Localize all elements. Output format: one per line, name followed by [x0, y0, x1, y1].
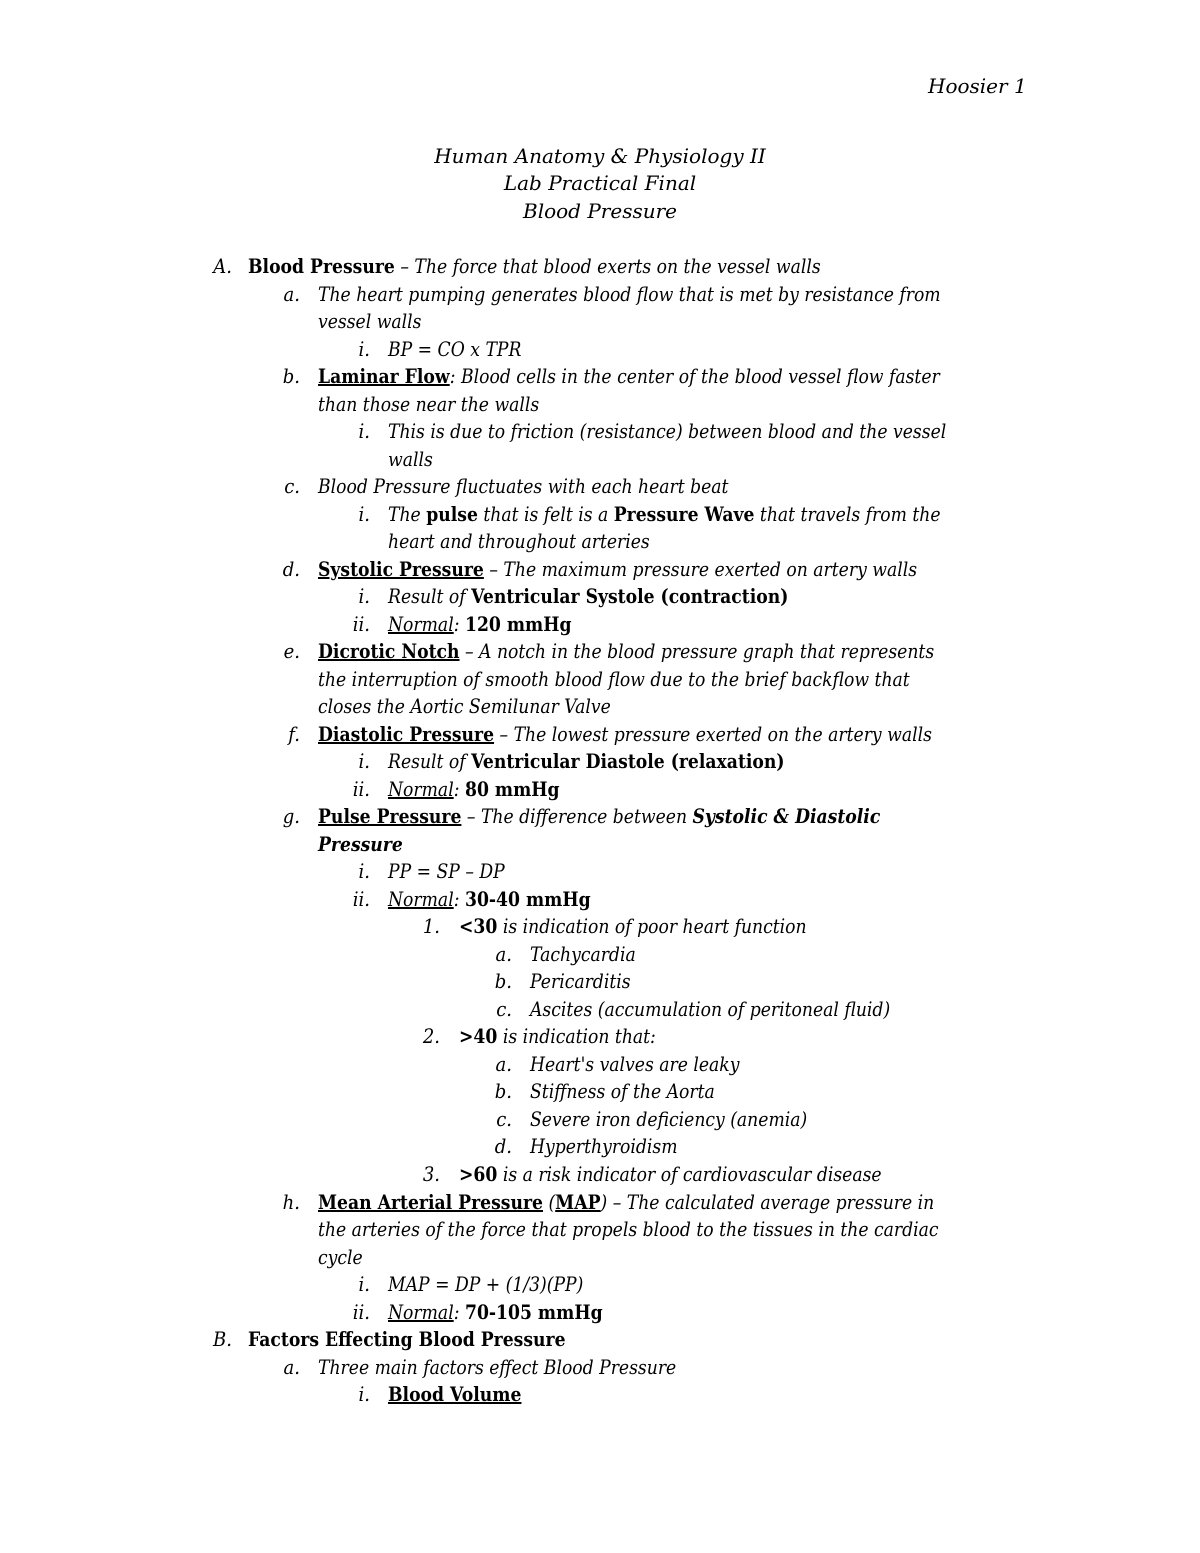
- outline-line: [248, 1329, 566, 1349]
- outline-text: Normal: [388, 1300, 454, 1324]
- outline-text: Ventricular Diastole (relaxation): [471, 749, 785, 773]
- outline-line: [530, 1136, 678, 1156]
- outline-text: Result of: [388, 584, 472, 608]
- outline-text: that is felt is a: [477, 502, 614, 526]
- outline-marker: ii.: [352, 887, 370, 911]
- outline-line: [318, 669, 910, 689]
- outline-line: [318, 1192, 934, 1212]
- outline-text: Diastolic Pressure: [318, 722, 495, 746]
- outline-line: [318, 559, 917, 579]
- outline-text: 70-105 mmHg: [464, 1300, 603, 1324]
- outline-marker: a.: [283, 1355, 300, 1379]
- outline-marker: 2.: [422, 1024, 440, 1048]
- outline-line: [388, 339, 521, 359]
- outline-text: Ascites (accumulation of peritoneal fluid): [530, 997, 891, 1021]
- outline-text: Pulse Pressure: [318, 804, 462, 828]
- outline-text: <30: [459, 914, 498, 938]
- outline-line: [530, 999, 890, 1019]
- outline-line: [530, 1081, 715, 1101]
- outline-text: cycle: [318, 1245, 363, 1269]
- outline-text: >60: [459, 1162, 498, 1186]
- outline-text: Result of: [388, 749, 472, 773]
- outline-marker: ii.: [352, 612, 370, 636]
- outline-marker: a.: [283, 282, 300, 306]
- outline-line: [318, 284, 941, 304]
- outline-text: than those near the walls: [318, 392, 540, 416]
- outline-text: pulse: [426, 502, 478, 526]
- outline-marker: f.: [288, 722, 300, 746]
- outline-marker: i.: [358, 584, 370, 608]
- outline-marker: a.: [495, 942, 512, 966]
- outline-line: [318, 696, 611, 716]
- outline-marker: d.: [494, 1134, 512, 1158]
- outline-text: Pressure: [318, 832, 403, 856]
- outline-text: – The lowest pressure exerted on the artery walls: [494, 722, 932, 746]
- outline-text: Three main factors effect Blood Pressure: [318, 1355, 677, 1379]
- title-line-3: Blood Pressure: [523, 199, 677, 223]
- outline-text: Blood Pressure fluctuates with each heart beat: [318, 474, 729, 498]
- outline-marker: i.: [358, 859, 370, 883]
- outline-line: [248, 256, 821, 276]
- outline-line: [388, 504, 941, 524]
- outline-line: [388, 751, 785, 771]
- outline-line: [318, 1219, 939, 1239]
- outline-marker: g.: [282, 804, 300, 828]
- outline-marker: 3.: [422, 1162, 440, 1186]
- outline-line: [318, 476, 728, 496]
- outline-text: – A notch in the blood pressure graph that represents: [459, 639, 935, 663]
- outline-marker: a.: [495, 1052, 512, 1076]
- outline-line: [318, 366, 940, 386]
- outline-text: is a risk indicator of cardiovascular disease: [497, 1162, 882, 1186]
- outline-marker: B.: [213, 1327, 232, 1351]
- outline-marker: i.: [358, 337, 370, 361]
- outline-text: Systolic & Diastolic: [692, 804, 881, 828]
- outline-text: – The difference between: [461, 804, 693, 828]
- outline-text: : Blood cells in the center of the blood vessel flow faster: [449, 364, 940, 388]
- outline-line: [459, 1026, 656, 1046]
- outline-line: [388, 586, 788, 606]
- outline-marker: b.: [494, 969, 512, 993]
- page-number-header: Hoosier 1: [928, 74, 1027, 98]
- outline-line: [530, 1109, 807, 1129]
- outline-line: [388, 889, 591, 909]
- outline-text: Blood Pressure: [248, 254, 395, 278]
- outline-marker: c.: [496, 1107, 512, 1131]
- outline-text: MAP: [555, 1190, 601, 1214]
- outline-marker: i.: [358, 502, 370, 526]
- outline-text: Laminar Flow: [318, 364, 450, 388]
- outline-text: >40: [459, 1024, 498, 1048]
- outline-line: [530, 971, 631, 991]
- outline-text: Normal: [388, 777, 454, 801]
- outline-text: This is due to friction (resistance) between blood and the vessel: [388, 419, 947, 443]
- outline-line: [318, 311, 422, 331]
- outline-text: PP = SP – DP: [388, 859, 505, 883]
- outline-marker: b.: [494, 1079, 512, 1103]
- outline-text: MAP = DP + (1/3)(PP): [388, 1272, 584, 1296]
- outline-text: is indication of poor heart function: [497, 914, 807, 938]
- outline-text: BP = CO x TPR: [388, 337, 522, 361]
- outline-line: [388, 779, 560, 799]
- outline-marker: i.: [358, 419, 370, 443]
- outline-marker: e.: [283, 639, 300, 663]
- outline-line: [388, 614, 572, 634]
- outline-text: Mean Arterial Pressure: [318, 1190, 543, 1214]
- outline-text: Stiffness of the Aorta: [530, 1079, 715, 1103]
- outline-marker: i.: [358, 749, 370, 773]
- outline-line: [318, 1247, 363, 1267]
- outline-line: [318, 641, 934, 661]
- outline-text: :: [453, 887, 465, 911]
- outline-line: [388, 531, 650, 551]
- outline-text: :: [453, 777, 465, 801]
- outline-text: 30-40 mmHg: [464, 887, 591, 911]
- outline-line: [388, 861, 505, 881]
- outline-text: – The maximum pressure exerted on artery walls: [483, 557, 918, 581]
- outline-text: Pressure Wave: [613, 502, 755, 526]
- outline-text: the arteries of the force that propels blood to the tissues in the cardiac: [318, 1217, 939, 1241]
- outline-line: [388, 1384, 521, 1404]
- outline-line: [530, 944, 636, 964]
- outline-text: heart and throughout arteries: [388, 529, 650, 553]
- outline-text: Normal: [388, 887, 454, 911]
- outline-text: vessel walls: [318, 309, 422, 333]
- outline-text: Hyperthyroidism: [530, 1134, 678, 1158]
- outline-line: [318, 724, 932, 744]
- outline-text: the interruption of smooth blood flow due to the brief backflow that: [318, 667, 910, 691]
- outline-marker: b.: [282, 364, 300, 388]
- outline-text: Dicrotic Notch: [318, 639, 460, 663]
- outline-text: Pericarditis: [530, 969, 631, 993]
- outline-text: The: [388, 502, 427, 526]
- outline-marker: ii.: [352, 777, 370, 801]
- outline-marker: ii.: [352, 1300, 370, 1324]
- outline-text: 120 mmHg: [464, 612, 572, 636]
- outline-marker: A.: [213, 254, 232, 278]
- outline-text: ) – The calculated average pressure in: [600, 1190, 935, 1214]
- outline-line: [318, 1357, 676, 1377]
- outline-marker: h.: [282, 1190, 300, 1214]
- outline-text: – The force that blood exerts on the vessel walls: [394, 254, 821, 278]
- outline-marker: c.: [284, 474, 300, 498]
- outline-line: [388, 1274, 583, 1294]
- outline-line: [388, 449, 433, 469]
- outline-line: [318, 806, 880, 826]
- outline-text: that travels from the: [754, 502, 941, 526]
- outline-text: (: [542, 1190, 556, 1214]
- outline-marker: c.: [496, 997, 512, 1021]
- outline-text: Severe iron deficiency (anemia): [530, 1107, 808, 1131]
- outline-line: [318, 394, 539, 414]
- outline-text: Tachycardia: [530, 942, 636, 966]
- title-line-1: Human Anatomy & Physiology II: [434, 144, 766, 168]
- outline-text: Blood Volume: [388, 1382, 522, 1406]
- outline-line: [318, 834, 403, 854]
- outline-marker: i.: [358, 1382, 370, 1406]
- outline-marker: d.: [282, 557, 300, 581]
- outline-text: Factors Effecting Blood Pressure: [248, 1327, 566, 1351]
- outline-line: [388, 421, 946, 441]
- outline-line: [388, 1302, 603, 1322]
- outline-text: Ventricular Systole (contraction): [471, 584, 789, 608]
- outline-text: walls: [388, 447, 433, 471]
- outline-text: 80 mmHg: [464, 777, 560, 801]
- outline-text: The heart pumping generates blood flow that is met by resistance from: [318, 282, 941, 306]
- outline-line: [530, 1054, 739, 1074]
- outline-text: is indication that:: [497, 1024, 656, 1048]
- outline-text: Systolic Pressure: [318, 557, 484, 581]
- title-line-2: Lab Practical Final: [503, 171, 697, 195]
- outline-marker: i.: [358, 1272, 370, 1296]
- outline-text: :: [453, 612, 465, 636]
- outline-marker: 1.: [422, 914, 440, 938]
- outline-text: Normal: [388, 612, 454, 636]
- outline-line: [459, 1164, 882, 1184]
- outline-text: Heart's valves are leaky: [530, 1052, 740, 1076]
- outline-text: closes the Aortic Semilunar Valve: [318, 694, 611, 718]
- outline-line: [459, 916, 807, 936]
- outline-text: :: [453, 1300, 465, 1324]
